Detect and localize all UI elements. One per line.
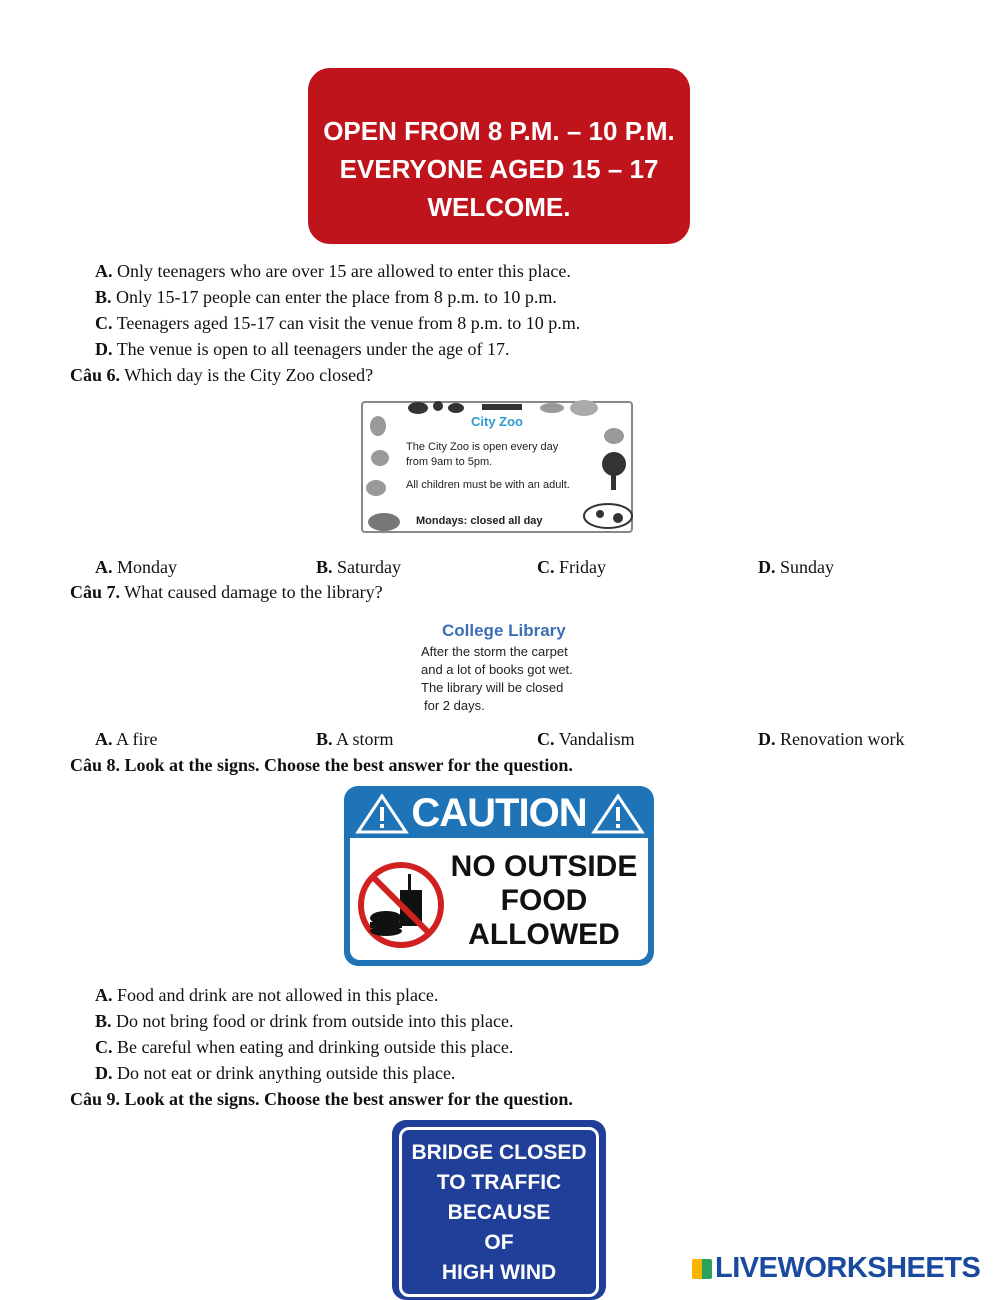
option-c[interactable]: C. Friday [537,557,606,577]
question-9-heading: Câu 9. Look at the signs. Choose the best answer for the question. [70,1089,573,1109]
library-text: The library will be closed [421,680,564,695]
bridge-text: BECAUSE [447,1201,551,1224]
question-7: Câu 7. What caused damage to the library? [70,582,383,602]
library-text: for 2 days. [424,698,485,713]
bridge-text: OF [484,1231,514,1254]
open-hours-sign [308,68,690,244]
sign-line: EVERYONE AGED 15 – 17 [339,154,659,184]
option-c[interactable]: C. Teenagers aged 15-17 can visit the venue from 8 p.m. to 10 p.m. [95,313,581,333]
no-food-icon [356,860,446,950]
option-b[interactable]: B. Only 15-17 people can enter the place from 8 p.m. to 10 p.m. [95,287,557,307]
zoo-closed-day: Mondays: closed all day [416,515,543,527]
caution-text: NO OUTSIDE [450,850,638,883]
option-a[interactable]: A. Monday [95,557,177,577]
option-c[interactable]: C. Vandalism [537,729,635,749]
zoo-text: The City Zoo is open every day [406,441,559,453]
bridge-text: BRIDGE CLOSED [411,1141,587,1164]
option-b[interactable]: B. Do not bring food or drink from outside into this place. [95,1011,514,1031]
caution-text: ALLOWED [468,918,620,951]
caution-text: FOOD [500,884,588,917]
option-b[interactable]: B. Saturday [316,557,401,577]
liveworksheets-logo: LIVEWORKSHEETS [692,1252,980,1285]
library-text: and a lot of books got wet. [421,662,573,677]
sign-line: WELCOME. [427,192,571,222]
option-d[interactable]: D. Do not eat or drink anything outside this place. [95,1063,456,1083]
option-d[interactable]: D. Sunday [758,557,834,577]
option-b[interactable]: B. A storm [316,729,394,749]
option-d[interactable]: D. The venue is open to all teenagers under the age of 17. [95,339,510,359]
option-a[interactable]: A. Food and drink are not allowed in this place. [95,985,439,1005]
question-6: Câu 6. Which day is the City Zoo closed? [70,365,374,385]
option-c[interactable]: C. Be careful when eating and drinking outside this place. [95,1037,514,1057]
library-title: College Library [442,621,566,640]
zoo-text: from 9am to 5pm. [406,456,493,468]
option-d[interactable]: D. Renovation work [758,729,905,749]
bridge-text: HIGH WIND [441,1261,557,1284]
caution-header: CAUTION [411,791,587,835]
library-text: After the storm the carpet [421,644,568,659]
option-a[interactable]: A. A fire [95,729,158,749]
question-8-heading: Câu 8. Look at the signs. Choose the best answer for the question. [70,755,573,775]
logo-icon [692,1259,712,1279]
zoo-text: All children must be with an adult. [406,479,570,491]
bridge-text: TO TRAFFIC [436,1171,562,1194]
option-a[interactable]: A. Only teenagers who are over 15 are allowed to enter this place. [95,261,571,281]
zoo-title: City Zoo [471,414,523,429]
sign-line: OPEN FROM 8 P.M. – 10 P.M. [323,116,675,146]
